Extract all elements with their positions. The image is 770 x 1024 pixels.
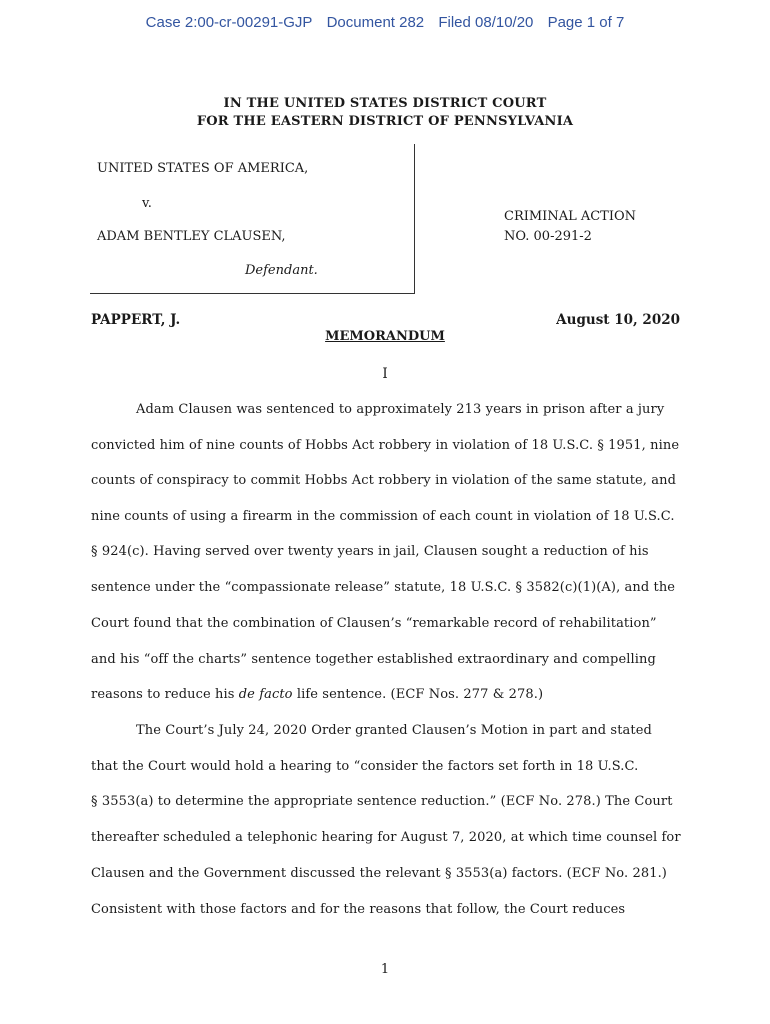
section-number: I [382, 366, 388, 382]
criminal-action-number: NO. 00-291-2 [504, 229, 592, 244]
judge-name: PAPPERT, J. [91, 312, 181, 328]
body-line-14: Clausen and the Government discussed the relevant § 3553(a) factors. (ECF No. 281.) [91, 866, 667, 881]
criminal-action-block [504, 207, 636, 247]
body-line-7: Court found that the combination of Clausen’s “remarkable record of rehabilitation” [91, 616, 657, 631]
de-facto-italic: de facto [238, 687, 293, 702]
page-number: 1 [380, 962, 390, 977]
case-caption-box [90, 144, 415, 294]
versus-label: v. [142, 196, 152, 211]
body-line-13: thereafter scheduled a telephonic hearing for August 7, 2020, at which time counsel for [91, 830, 681, 845]
court-title [0, 95, 770, 131]
body-line-9-start: reasons to reduce his [91, 687, 239, 702]
document-number: Document 282 [326, 14, 425, 31]
body-line-3: counts of conspiracy to commit Hobbs Act robbery in violation of the same statute, and [91, 473, 677, 488]
body-line-8: and his “off the charts” sentence together established extraordinary and compelling [91, 652, 656, 667]
body-line-9 [91, 687, 543, 702]
body-line-1: Adam Clausen was sentenced to approximately 213 years in prison after a jury [136, 402, 665, 417]
court-title-line-2: FOR THE EASTERN DISTRICT OF PENNSYLVANIA [196, 114, 574, 129]
body-line-15: Consistent with those factors and for the reasons that follow, the Court reduces [91, 902, 626, 917]
case-number: Case 2:00-cr-00291-GJP [145, 14, 313, 31]
filed-date: Filed 08/10/20 [438, 14, 534, 31]
body-line-5: § 924(c). Having served over twenty years in jail, Clausen sought a reduction of his [91, 544, 649, 559]
memorandum-title: MEMORANDUM [325, 329, 445, 344]
memorandum-date: August 10, 2020 [556, 312, 680, 328]
defendant-label: Defendant. [245, 263, 318, 278]
case-header-stamp [0, 14, 770, 31]
body-line-6: sentence under the “compassionate release” statute, 18 U.S.C. § 3582(c)(1)(A), and the [91, 580, 676, 595]
body-line-2: convicted him of nine counts of Hobbs Act robbery in violation of 18 U.S.C. § 1951, nine [91, 438, 680, 453]
defendant-name: ADAM BENTLEY CLAUSEN, [97, 229, 286, 244]
court-title-line-1: IN THE UNITED STATES DISTRICT COURT [223, 96, 547, 111]
page-indicator: Page 1 of 7 [547, 14, 625, 31]
body-line-10: The Court’s July 24, 2020 Order granted Clausen’s Motion in part and stated [136, 723, 652, 738]
criminal-action-label: CRIMINAL ACTION [504, 209, 637, 224]
body-line-9-end: life sentence. (ECF Nos. 277 & 278.) [292, 687, 544, 702]
body-line-11: that the Court would hold a hearing to “consider the factors set forth in 18 U.S.C. [91, 759, 639, 774]
body-line-4: nine counts of using a firearm in the commission of each count in violation of 18 U.S.C. [91, 509, 675, 524]
plaintiff-name: UNITED STATES OF AMERICA, [97, 161, 309, 176]
body-line-12: § 3553(a) to determine the appropriate sentence reduction.” (ECF No. 278.) The Court [91, 794, 673, 809]
